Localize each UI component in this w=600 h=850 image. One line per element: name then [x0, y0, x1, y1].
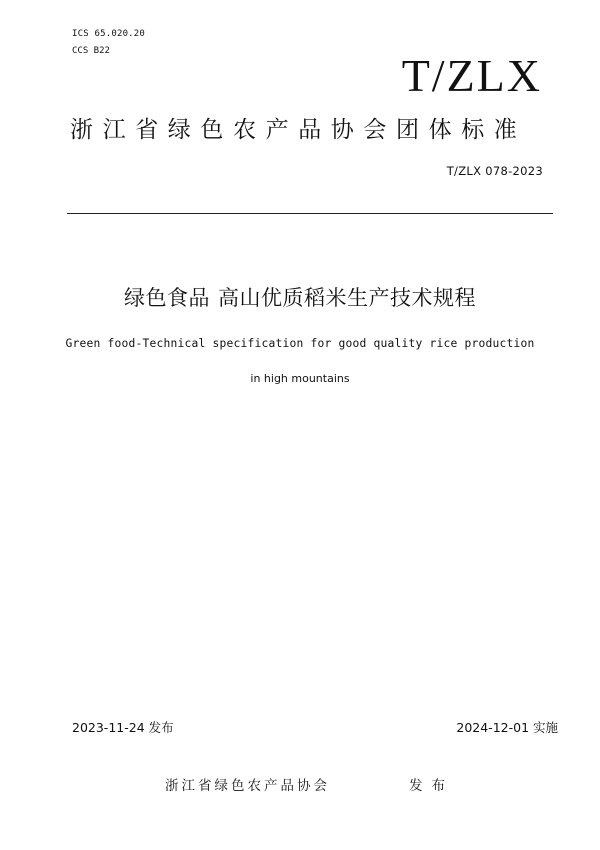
standard-logo: T/ZLX	[401, 50, 542, 101]
implementation-date: 2024-12-01 实施	[456, 720, 558, 735]
publisher-name: 浙江省绿色农产品协会	[165, 778, 330, 794]
ccs-code: CCS B22	[72, 46, 110, 56]
title-cn-part1: 绿色食品	[124, 286, 210, 310]
issue-date: 2023-11-24 发布	[72, 720, 174, 735]
standard-number: T/ZLX 078-2023	[446, 164, 543, 178]
association-standard-title: 浙江省绿色农产品协会团体标准	[70, 117, 527, 143]
publish-label: 发布	[409, 778, 454, 794]
header-divider	[67, 213, 553, 214]
ics-code: ICS 65.020.20	[72, 29, 146, 39]
document-title-en-line1: Green food-Technical specification for good quality rice production	[65, 337, 535, 350]
document-title-cn	[0, 283, 600, 313]
title-cn-part2: 高山优质稻米生产技术规程	[218, 286, 476, 310]
document-title-en-line2: in high mountains	[250, 372, 350, 385]
